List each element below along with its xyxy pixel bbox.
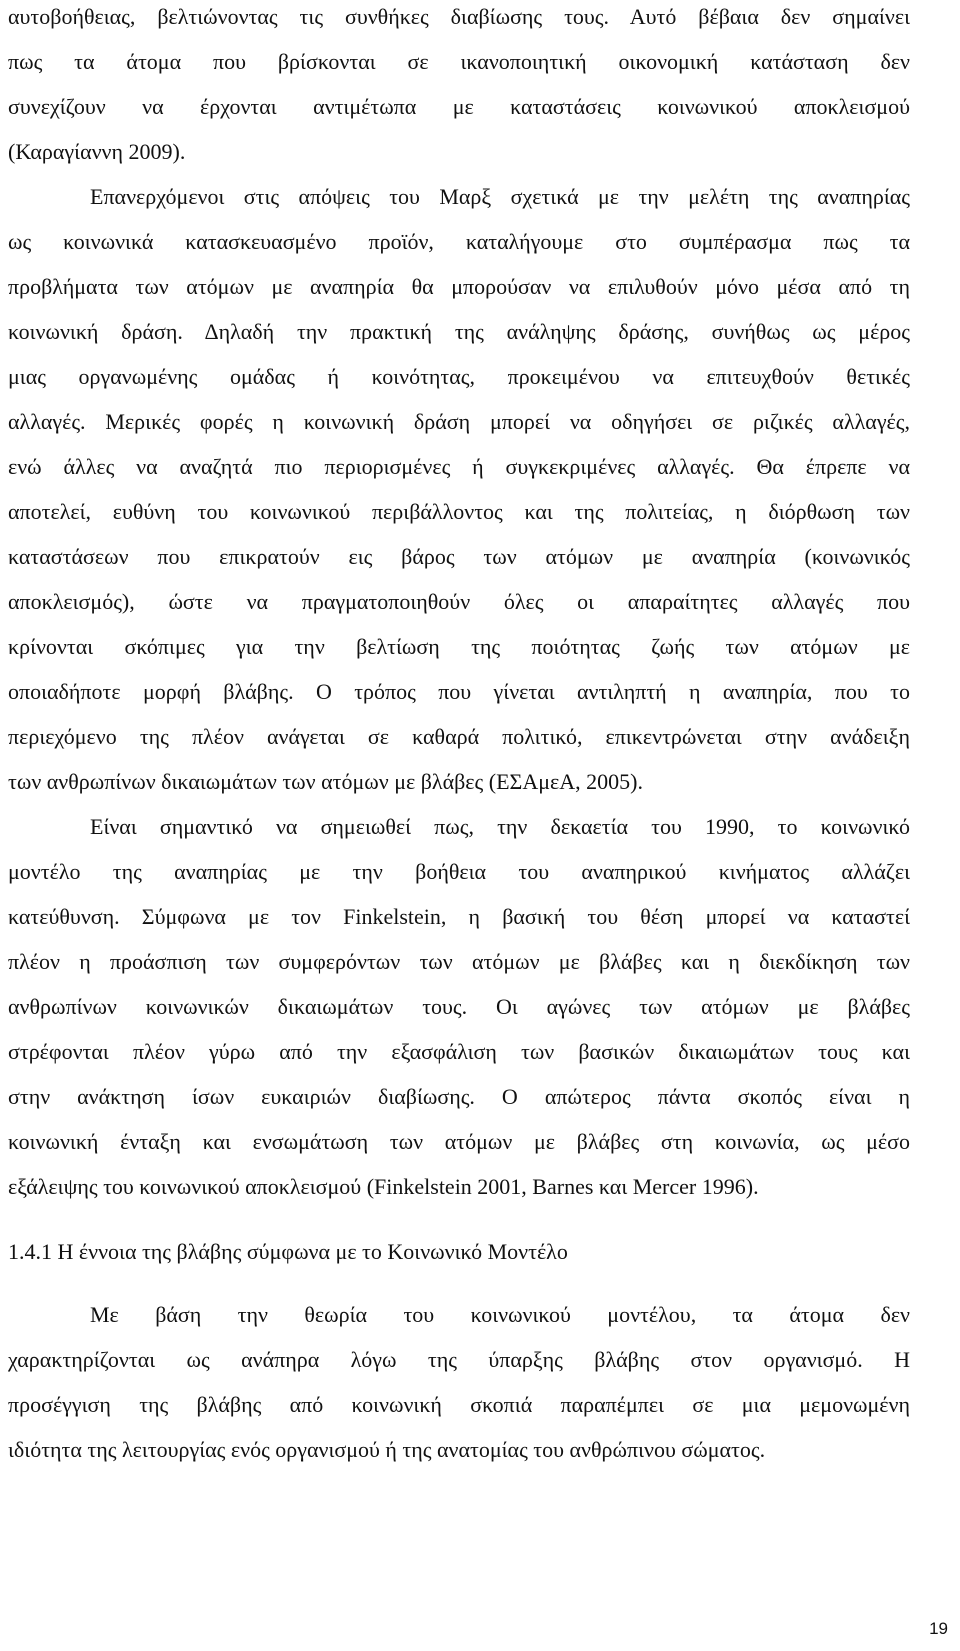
text-line: Είναι σημαντικό να σημειωθεί πως, την δεκαετία του 1990, το κοινωνικό — [90, 814, 910, 839]
text-line: στρέφονται πλέον γύρω από την εξασφάλιση των βασικών δικαιωμάτων τους και — [8, 1039, 910, 1064]
section-heading: 1.4.1 Η έννοια της βλάβης σύμφωνα με το Κοινωνικό Μοντέλο — [8, 1239, 568, 1264]
text-line: αλλαγές. Μερικές φορές η κοινωνική δράση μπορεί να οδηγήσει σε ριζικές αλλαγές, — [8, 409, 910, 434]
text-line: (Καραγίαννη 2009). — [8, 139, 186, 164]
text-line: στην ανάκτηση ίσων ευκαιριών διαβίωσης. Ο απώτερος πάντα σκοπός είναι η — [8, 1084, 910, 1109]
text-line: ιδιότητα της λειτουργίας ενός οργανισμού ή της ανατομίας του ανθρώπινου σώματος. — [8, 1437, 766, 1462]
text-line: ως κοινωνικά κατασκευασμένο προϊόν, καταλήγουμε στο συμπέρασμα πως τα — [8, 229, 910, 254]
text-line: προσέγγιση της βλάβης από κοινωνική σκοπιά παραπέμπει σε μια μεμονωμένη — [8, 1392, 910, 1417]
text-line: καταστάσεων που επικρατούν εις βάρος των ατόμων με αναπηρία (κοινωνικός — [8, 544, 910, 569]
text-line: ανθρωπίνων κοινωνικών δικαιωμάτων τους. Οι αγώνες των ατόμων με βλάβες — [8, 994, 910, 1019]
text-line: κατεύθυνση. Σύμφωνα με τον Finkelstein, η βασική του θέση μπορεί να καταστεί — [8, 904, 910, 929]
text-line: αποκλεισμός), ώστε να πραγματοποιηθούν όλες οι απαραίτητες αλλαγές που — [8, 589, 910, 614]
text-line: εξάλειψης του κοινωνικού αποκλεισμού (Finkelstein 2001, Barnes και Mercer 1996). — [8, 1174, 759, 1199]
text-line: περιεχόμενο της πλέον ανάγεται σε καθαρά πολιτικό, επικεντρώνεται στην ανάδειξη — [8, 724, 910, 749]
text-line: μοντέλο της αναπηρίας με την βοήθεια του αναπηρικού κινήματος αλλάζει — [8, 859, 910, 884]
text-line: ενώ άλλες να αναζητά πιο περιορισμένες ή συγκεκριμένες αλλαγές. Θα έπρεπε να — [8, 454, 910, 479]
text-line: κοινωνική ένταξη και ενσωμάτωση των ατόμων με βλάβες στη κοινωνία, ως μέσο — [8, 1129, 910, 1154]
text-line: κοινωνική δράση. Δηλαδή την πρακτική της ανάληψης δράσης, συνήθως ως μέρος — [8, 319, 910, 344]
page-number: 19 — [929, 1619, 948, 1638]
text-line: συνεχίζουν να έρχονται αντιμέτωπα με καταστάσεις κοινωνικού αποκλεισμού — [8, 94, 910, 119]
text-line: πως τα άτομα που βρίσκονται σε ικανοποιητική οικονομική κατάσταση δεν — [8, 49, 910, 74]
text-line: κρίνονται σκόπιμες για την βελτίωση της ποιότητας ζωής των ατόμων με — [8, 634, 910, 659]
text-line: οποιαδήποτε μορφή βλάβης. Ο τρόπος που γίνεται αντιληπτή η αναπηρία, που το — [8, 679, 910, 704]
text-line: αποτελεί, ευθύνη του κοινωνικού περιβάλλοντος και της πολιτείας, η διόρθωση των — [8, 499, 910, 524]
text-line: Με βάση την θεωρία του κοινωνικού μοντέλου, τα άτομα δεν — [90, 1302, 910, 1327]
text-line: των ανθρωπίνων δικαιωμάτων των ατόμων με βλάβες (ΕΣΑμεΑ, 2005). — [8, 769, 643, 794]
text-line: χαρακτηρίζονται ως ανάπηρα λόγω της ύπαρξης βλάβης στον οργανισμό. Η — [8, 1347, 910, 1372]
text-line: προβλήματα των ατόμων με αναπηρία θα μπορούσαν να επιλυθούν μόνο μέσα από τη — [8, 274, 910, 299]
text-line: αυτοβοήθειας, βελτιώνοντας τις συνθήκες διαβίωσης τους. Αυτό βέβαια δεν σημαίνει — [8, 4, 910, 29]
text-line: πλέον η προάσπιση των συμφερόντων των ατόμων με βλάβες και η διεκδίκηση των — [8, 949, 910, 974]
text-line: μιας οργανωμένης ομάδας ή κοινότητας, προκειμένου να επιτευχθούν θετικές — [8, 364, 910, 389]
text-line: Επανερχόμενοι στις απόψεις του Μαρξ σχετικά με την μελέτη της αναπηρίας — [90, 184, 910, 209]
